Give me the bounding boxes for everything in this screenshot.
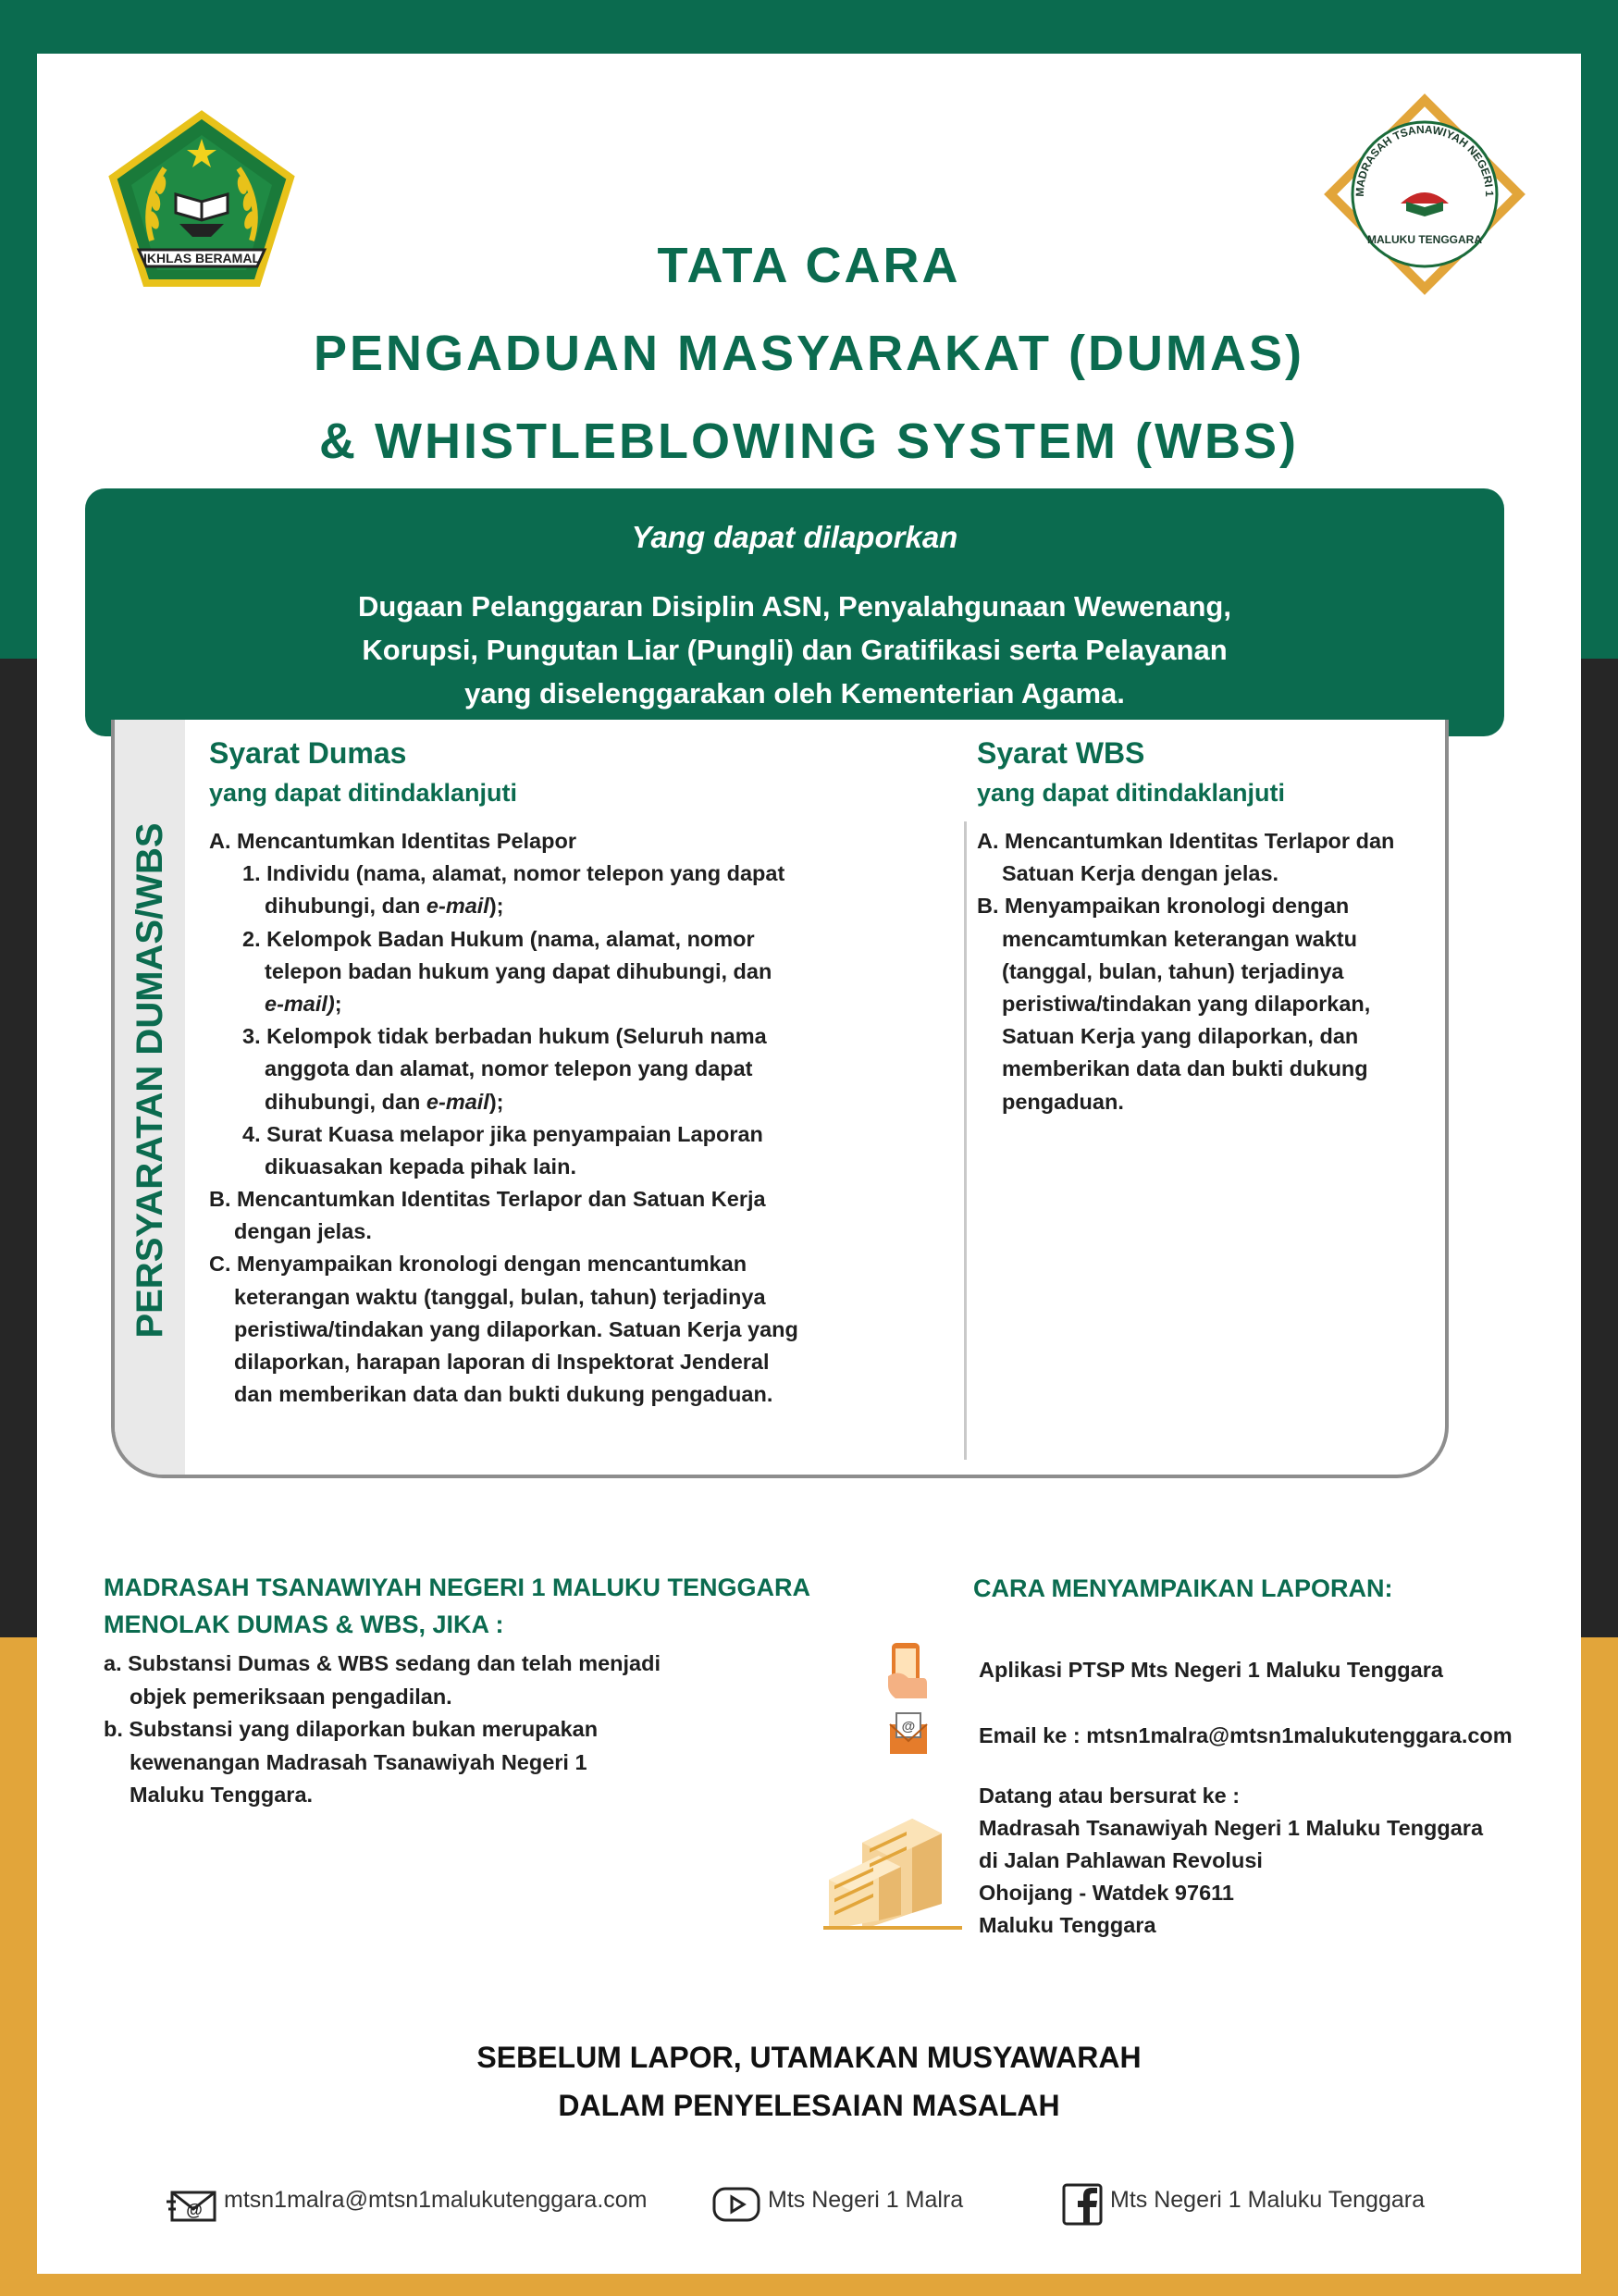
refusal-line: objek pemeriksaan pengadilan. [130,1684,452,1709]
dumas-line-text: B. Mencantumkan Identitas Terlapor dan Satuan Kerja [209,1187,766,1212]
wbs-line: A. Mencantumkan Identitas Terlapor dan [977,829,1395,853]
dumas-line-suffix: ; [334,991,342,1016]
address-line: Datang atau bersurat ke : [979,1784,1241,1808]
dumas-line-text: dengan jelas. [234,1219,372,1244]
dumas-line-text: 2. Kelompok Badan Hukum (nama, alamat, nomor [242,926,755,951]
dumas-line-emphasis: e-mail [426,894,489,919]
dumas-line-text: dihubungi, dan [265,894,426,919]
facebook-icon [1062,2183,1103,2226]
footer-email[interactable]: mtsn1malra@mtsn1malukutenggara.com [224,2187,648,2213]
wbs-requirements-list [977,825,1394,1118]
closing-message [37,2033,1581,2129]
dumas-line-text: C. Menyampaikan kronologi dengan mencantumkan [209,1252,747,1277]
how-to-report-title: CARA MENYAMPAIKAN LAPORAN: [973,1574,1393,1602]
refusal-line: b. Substansi yang dilaporkan bukan merupakan [104,1717,599,1741]
building-icon [823,1791,962,1930]
refusal-title [104,1569,810,1643]
poster-card [37,54,1581,2274]
report-via-email: Email ke : mtsn1malra@mtsn1malukutenggara.com [979,1723,1513,1747]
dumas-line-text: 3. Kelompok tidak berbadan hukum (Seluruh nama [242,1024,767,1049]
dumas-line [209,956,798,988]
closing-line: DALAM PENYELESAIAN MASALAH [558,2089,1060,2122]
dumas-line-text: keterangan waktu (tanggal, bulan, tahun) terjadinya [234,1284,766,1309]
dumas-title: Syarat Dumas [209,736,407,770]
reportable-line: yang diselenggarakan oleh Kementerian Agama. [464,677,1125,710]
reportable-line: Korupsi, Pungutan Liar (Pungli) dan Gratifikasi serta Pelayanan [362,634,1228,666]
mtsn-logo-ring-text: MADRASAH TSANAWIYAH NEGERI 1 [1352,122,1497,197]
refusal-line: kewenangan Madrasah Tsanawiyah Negeri 1 [130,1749,587,1774]
phone-icon [886,1641,929,1700]
youtube-icon [712,2187,760,2222]
dumas-line [209,825,798,858]
dumas-line-suffix: ); [488,894,504,919]
dumas-line-text: dan memberikan data dan bukti dukung pengaduan. [234,1382,773,1407]
reportable-heading: Yang dapat dilaporkan [631,520,958,554]
svg-text:@: @ [901,1719,916,1734]
refusal-line: Maluku Tenggara. [130,1783,314,1807]
title-line-2: PENGADUAN MASYARAKAT (DUMAS) [313,326,1304,381]
dumas-line-text: dikuasakan kepada pihak lain. [265,1154,576,1179]
email-icon [888,1711,929,1756]
dumas-line [209,1378,798,1411]
dumas-requirements-list [209,825,798,1411]
dumas-line-suffix: ); [488,1089,504,1114]
requirements-side-label: PERSYARATAN DUMAS/WBS [130,822,170,1339]
dumas-line [209,1020,798,1053]
dumas-line [209,1346,798,1378]
dumas-line [209,1151,798,1183]
dumas-line-text: A. Mencantumkan Identitas Pelapor [209,829,576,853]
kemenag-logo-banner-text: IKHLAS BERAMAL [143,251,260,265]
dumas-line [209,1314,798,1346]
wbs-title: Syarat WBS [977,736,1145,770]
wbs-line: pengaduan. [1002,1089,1124,1114]
dumas-line-text: peristiwa/tindakan yang dilaporkan. Satuan Kerja yang [234,1316,798,1341]
dumas-line [209,858,798,890]
wbs-line: B. Menyampaikan kronologi dengan [977,894,1350,919]
wbs-line: mencamtumkan keterangan waktu [1002,926,1357,951]
page-title [37,239,1581,502]
dumas-line-text: dihubungi, dan [265,1089,426,1114]
footer-email-icon [167,2187,218,2224]
dumas-line [209,1183,798,1216]
dumas-line-text: telepon badan hukum yang dapat dihubungi, dan [265,958,772,983]
reportable-description [85,585,1504,715]
svg-text:@: @ [186,2201,203,2219]
report-via-app: Aplikasi PTSP Mts Negeri 1 Maluku Tenggara [979,1658,1443,1682]
refusal-list [104,1648,661,1812]
wbs-subtitle: yang dapat ditindaklanjuti [977,779,1286,807]
address-line: Ohoijang - Watdek 97611 [979,1881,1234,1905]
requirements-side-strip [115,720,185,1475]
address-line: Madrasah Tsanawiyah Negeri 1 Maluku Tenggara [979,1816,1484,1840]
requirements-panel [111,720,1449,1478]
dumas-line [209,1248,798,1280]
footer-facebook[interactable]: Mts Negeri 1 Maluku Tenggara [1110,2187,1425,2213]
address-line: di Jalan Pahlawan Revolusi [979,1848,1263,1872]
dumas-line [209,1053,798,1085]
title-line-3: & WHISTLEBLOWING SYSTEM (WBS) [319,414,1299,469]
wbs-line: Satuan Kerja yang dilaporkan, dan [1002,1024,1359,1049]
title-line-1: TATA CARA [657,238,961,293]
mtsn-logo-bottom-text: MALUKU TENGGARA [1367,233,1482,246]
dumas-line [209,988,798,1020]
closing-line: SEBELUM LAPOR, UTAMAKAN MUSYAWARAH [476,2041,1142,2074]
dumas-line-text: anggota dan alamat, nomor telepon yang dapat [265,1056,753,1081]
dumas-line-text: 1. Individu (nama, alamat, nomor telepon yang dapat [242,861,785,886]
address-line: Maluku Tenggara [979,1913,1156,1937]
dumas-line [209,1216,798,1248]
dumas-subtitle: yang dapat ditindaklanjuti [209,779,518,807]
dumas-line-emphasis: e-mail [426,1089,489,1114]
wbs-line: (tanggal, bulan, tahun) terjadinya [1002,958,1344,983]
dumas-line-text: 4. Surat Kuasa melapor jika penyampaian Laporan [242,1121,763,1146]
column-divider [964,821,967,1460]
wbs-line: Satuan Kerja dengan jelas. [1002,861,1279,886]
refusal-line: a. Substansi Dumas & WBS sedang dan telah menjadi [104,1651,661,1675]
dumas-line [209,1118,798,1151]
dumas-line [209,923,798,956]
wbs-line: peristiwa/tindakan yang dilaporkan, [1002,991,1371,1016]
dumas-line-emphasis: e-mail) [265,991,335,1016]
dumas-line-text: dilaporkan, harapan laporan di Inspektorat Jenderal [234,1350,770,1374]
footer-youtube[interactable]: Mts Negeri 1 Malra [768,2187,964,2213]
dumas-line [209,890,798,922]
dumas-line [209,1281,798,1314]
reportable-box [85,488,1504,736]
wbs-line: memberikan data dan bukti dukung [1002,1056,1368,1081]
reportable-line: Dugaan Pelanggaran Disiplin ASN, Penyalahgunaan Wewenang, [358,590,1231,623]
dumas-line [209,1086,798,1118]
refusal-title-line: MENOLAK DUMAS & WBS, JIKA : [104,1611,504,1638]
report-address [979,1780,1483,1942]
refusal-title-line: MADRASAH TSANAWIYAH NEGERI 1 MALUKU TENGGARA [104,1574,811,1601]
